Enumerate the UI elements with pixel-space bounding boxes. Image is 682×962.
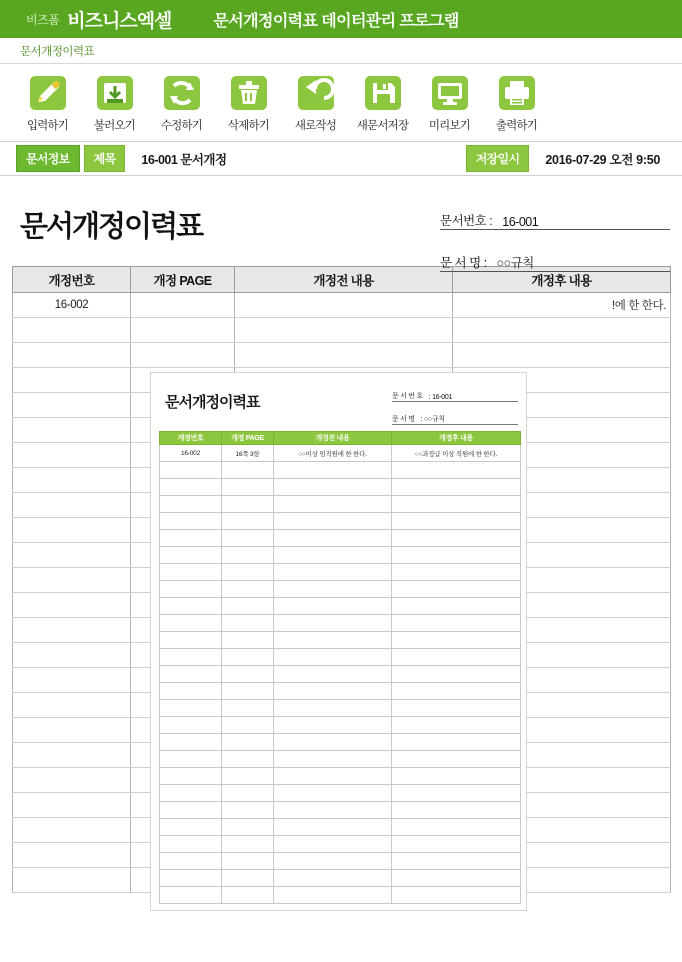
- cell-no: [160, 666, 222, 683]
- preview-fields: [392, 383, 518, 431]
- table-row[interactable]: [160, 751, 521, 768]
- cell-after: [392, 462, 521, 479]
- cell-no: [160, 496, 222, 513]
- undo-icon: [293, 72, 339, 114]
- table-row[interactable]: [160, 666, 521, 683]
- preview-button[interactable]: [416, 72, 483, 133]
- cell-after: [392, 836, 521, 853]
- edit-button-label: 수정하기: [160, 120, 203, 132]
- cell-page: [222, 581, 274, 598]
- table-row[interactable]: [160, 445, 521, 462]
- cell-page: [222, 734, 274, 751]
- cell-no: 16-002: [160, 445, 222, 462]
- table-row[interactable]: [160, 836, 521, 853]
- cell-page: [222, 836, 274, 853]
- cell-before: [274, 717, 392, 734]
- doc-number-field[interactable]: [440, 204, 670, 230]
- cell-no: [13, 318, 131, 343]
- doc-number-value: 16-001: [502, 215, 539, 229]
- cell-before: [274, 785, 392, 802]
- cell-after: [392, 751, 521, 768]
- cell-page: [222, 649, 274, 666]
- preview-header: [159, 383, 518, 431]
- trash-icon: [226, 72, 272, 114]
- preview-revision-table-body: [160, 445, 521, 904]
- cell-after: [392, 615, 521, 632]
- cell-before: [274, 819, 392, 836]
- cell-before: [274, 496, 392, 513]
- cell-after: [392, 853, 521, 870]
- cell-after: [392, 598, 521, 615]
- table-row[interactable]: [160, 768, 521, 785]
- cell-no: [13, 768, 131, 793]
- cell-page: [222, 547, 274, 564]
- info-bar: [0, 142, 682, 176]
- save-as-button-label: 새문서저장: [356, 120, 409, 132]
- preview-doc-name-value: : ○○규칙: [420, 416, 445, 423]
- delete-button[interactable]: [215, 72, 282, 133]
- table-row[interactable]: [160, 632, 521, 649]
- cell-no: [160, 853, 222, 870]
- title-bar: [0, 0, 682, 38]
- cell-after: !에 한 한다.: [453, 293, 671, 318]
- cell-page: [222, 479, 274, 496]
- cell-before: [274, 598, 392, 615]
- preview-doc-number-value: : 16-001: [428, 394, 453, 401]
- cell-no: [160, 479, 222, 496]
- edit-button[interactable]: [148, 72, 215, 133]
- cell-no: [13, 668, 131, 693]
- cell-no: [160, 632, 222, 649]
- doc-name-value: ○○규칙: [496, 256, 534, 270]
- cell-after: [392, 785, 521, 802]
- cell-no: [160, 785, 222, 802]
- title-tag[interactable]: 제목: [84, 145, 126, 172]
- table-row[interactable]: [160, 598, 521, 615]
- cell-no: [13, 493, 131, 518]
- cell-no: [160, 768, 222, 785]
- cell-before: [274, 870, 392, 887]
- preview-column-header-page: 개정 PAGE: [222, 432, 274, 445]
- cell-page: [222, 887, 274, 904]
- download-icon: [92, 72, 138, 114]
- table-row[interactable]: [160, 819, 521, 836]
- cell-no: [160, 615, 222, 632]
- cell-no: [160, 530, 222, 547]
- cell-no: [160, 836, 222, 853]
- cell-after: [392, 683, 521, 700]
- table-row[interactable]: [160, 887, 521, 904]
- table-row[interactable]: [160, 513, 521, 530]
- cell-page: [222, 802, 274, 819]
- cell-no: [160, 700, 222, 717]
- brand-small-label: 비즈폼: [26, 12, 60, 27]
- table-row[interactable]: [160, 683, 521, 700]
- cell-after: [392, 734, 521, 751]
- cell-before: [274, 802, 392, 819]
- cell-no: [160, 547, 222, 564]
- cell-page: [131, 293, 235, 318]
- cell-after: [392, 700, 521, 717]
- cell-page: [222, 717, 274, 734]
- input-button-label: 입력하기: [26, 120, 69, 132]
- cell-page: [222, 632, 274, 649]
- cell-no: [13, 618, 131, 643]
- cell-before: [274, 836, 392, 853]
- column-header-no: 개정번호: [13, 267, 131, 293]
- cell-no: [160, 734, 222, 751]
- pencil-icon: [25, 72, 71, 114]
- new-button-label: 새로작성: [294, 120, 337, 132]
- cell-page: [222, 870, 274, 887]
- cell-no: [13, 543, 131, 568]
- cell-after: [392, 581, 521, 598]
- doc-name-field[interactable]: [440, 246, 670, 272]
- cell-after: [392, 632, 521, 649]
- cell-before: [274, 632, 392, 649]
- cell-page: [222, 615, 274, 632]
- cell-after: [453, 318, 671, 343]
- doc-number-label: 문서번호 :: [440, 214, 493, 228]
- cell-page: [222, 513, 274, 530]
- cell-no: [13, 868, 131, 893]
- cell-page: [222, 598, 274, 615]
- cell-before: [274, 513, 392, 530]
- preview-doc-name-field: [392, 408, 518, 425]
- cell-no: [13, 843, 131, 868]
- column-header-before: 개정전 내용: [235, 267, 453, 293]
- cell-no: 16-002: [13, 293, 131, 318]
- cell-before: [274, 547, 392, 564]
- cell-no: [13, 443, 131, 468]
- delete-button-label: 삭제하기: [227, 120, 270, 132]
- cell-page: [222, 853, 274, 870]
- cell-before: [235, 318, 453, 343]
- table-row[interactable]: [13, 343, 671, 368]
- breadcrumb[interactable]: [0, 38, 682, 64]
- document-title: 문서개정이력표: [20, 211, 203, 243]
- document-header: [12, 190, 670, 270]
- cell-no: [13, 393, 131, 418]
- preview-button-label: 미리보기: [428, 120, 471, 132]
- cell-no: [160, 598, 222, 615]
- preview-title: 문서개정이력표: [165, 394, 260, 411]
- table-row[interactable]: [160, 717, 521, 734]
- cell-no: [160, 819, 222, 836]
- table-row[interactable]: [160, 547, 521, 564]
- cell-after: [392, 870, 521, 887]
- table-row[interactable]: [13, 318, 671, 343]
- cell-before: [274, 479, 392, 496]
- table-row[interactable]: [160, 564, 521, 581]
- cell-before: [274, 751, 392, 768]
- cell-before: [274, 666, 392, 683]
- cell-after: [453, 343, 671, 368]
- cell-before: [235, 343, 453, 368]
- table-row[interactable]: [160, 479, 521, 496]
- cell-before: [274, 581, 392, 598]
- cell-no: [13, 818, 131, 843]
- cell-page: [131, 318, 235, 343]
- cell-before: [274, 564, 392, 581]
- cell-after: [392, 496, 521, 513]
- cell-page: 16쪽 3항: [222, 445, 274, 462]
- cell-after: [392, 547, 521, 564]
- cell-before: [235, 293, 453, 318]
- cell-before: [274, 887, 392, 904]
- cell-no: [160, 649, 222, 666]
- preview-doc-number-field: [392, 385, 518, 402]
- print-button-label: 출력하기: [495, 120, 538, 132]
- load-button[interactable]: [81, 72, 148, 133]
- cell-page: [222, 751, 274, 768]
- cell-after: [392, 649, 521, 666]
- column-header-after: 개정후 내용: [453, 267, 671, 293]
- cell-before: [274, 462, 392, 479]
- cell-no: [13, 718, 131, 743]
- doc-info-tag[interactable]: 문서정보: [16, 145, 80, 172]
- table-row[interactable]: [160, 802, 521, 819]
- cell-page: [222, 462, 274, 479]
- cell-after: [392, 479, 521, 496]
- cell-before: [274, 734, 392, 751]
- input-button[interactable]: [14, 72, 81, 133]
- preview-column-header-before: 개정전 내용: [274, 432, 392, 445]
- cell-page: [222, 768, 274, 785]
- cell-page: [131, 343, 235, 368]
- cell-after: [392, 768, 521, 785]
- cell-no: [160, 751, 222, 768]
- cell-page: [222, 700, 274, 717]
- cell-after: [392, 717, 521, 734]
- cell-no: [13, 593, 131, 618]
- cell-no: [160, 513, 222, 530]
- cell-after: [392, 564, 521, 581]
- cell-no: [160, 683, 222, 700]
- table-row[interactable]: [160, 530, 521, 547]
- cell-no: [160, 802, 222, 819]
- table-row[interactable]: [160, 853, 521, 870]
- preview-column-header-no: 개정번호: [160, 432, 222, 445]
- cell-no: [160, 564, 222, 581]
- cell-page: [222, 496, 274, 513]
- cell-no: [13, 568, 131, 593]
- cell-no: [13, 693, 131, 718]
- title-value: 16-001 문서개정: [141, 152, 227, 167]
- preview-table-header-row: [160, 432, 521, 445]
- cell-before: [274, 530, 392, 547]
- cell-page: [222, 683, 274, 700]
- printer-icon: [494, 72, 540, 114]
- table-row[interactable]: [160, 615, 521, 632]
- cell-no: [13, 743, 131, 768]
- cell-no: [13, 368, 131, 393]
- print-button[interactable]: [483, 72, 550, 133]
- cell-no: [160, 462, 222, 479]
- cell-page: [222, 785, 274, 802]
- toolbar: [0, 64, 682, 142]
- cell-no: [13, 793, 131, 818]
- table-row[interactable]: [160, 734, 521, 751]
- table-row[interactable]: [160, 496, 521, 513]
- cell-no: [13, 418, 131, 443]
- breadcrumb-label: 문서개정이력표: [20, 45, 95, 58]
- cell-after: [392, 819, 521, 836]
- cell-no: [13, 468, 131, 493]
- cell-no: [160, 717, 222, 734]
- cell-after: [392, 513, 521, 530]
- table-row[interactable]: [160, 700, 521, 717]
- table-row[interactable]: [160, 462, 521, 479]
- cell-before: [274, 649, 392, 666]
- preview-panel[interactable]: [150, 372, 527, 911]
- table-row[interactable]: [13, 293, 671, 318]
- table-row[interactable]: [160, 581, 521, 598]
- load-button-label: 불러오기: [93, 120, 136, 132]
- saved-date-value: 2016-07-29 오전 9:50: [545, 152, 660, 167]
- cell-no: [160, 887, 222, 904]
- table-row[interactable]: [160, 785, 521, 802]
- table-row[interactable]: [160, 649, 521, 666]
- cell-before: [274, 853, 392, 870]
- cell-no: [13, 643, 131, 668]
- cell-before: ○○이상 임직원에 한 한다.: [274, 445, 392, 462]
- brand-name-label: 비즈니스엑셀: [67, 10, 172, 32]
- cell-after: [392, 802, 521, 819]
- cell-before: [274, 700, 392, 717]
- cell-after: [392, 666, 521, 683]
- cell-before: [274, 768, 392, 785]
- table-header-row: [13, 267, 671, 293]
- doc-name-label: 문 서 명 :: [440, 256, 487, 270]
- preview-doc-number-label: 문 서 번 호: [392, 393, 423, 400]
- cell-no: [13, 343, 131, 368]
- cell-no: [13, 518, 131, 543]
- cell-after: [392, 530, 521, 547]
- saved-date-tag: 저장일시: [466, 145, 530, 172]
- cell-page: [222, 666, 274, 683]
- cell-after: ○○과장급 이상 직원에 한 한다.: [392, 445, 521, 462]
- new-button[interactable]: [282, 72, 349, 133]
- table-row[interactable]: [160, 870, 521, 887]
- cell-page: [222, 564, 274, 581]
- preview-revision-table: [159, 431, 521, 904]
- refresh-icon: [159, 72, 205, 114]
- cell-no: [160, 870, 222, 887]
- cell-before: [274, 615, 392, 632]
- column-header-page: 개정 PAGE: [131, 267, 235, 293]
- cell-after: [392, 887, 521, 904]
- page-title: 문서개정이력표 데이터관리 프로그램: [213, 12, 459, 30]
- preview-doc-name-label: 문 서 명: [392, 416, 415, 423]
- save-icon: [360, 72, 406, 114]
- save-as-button[interactable]: [349, 72, 416, 133]
- monitor-icon: [427, 72, 473, 114]
- cell-no: [160, 581, 222, 598]
- preview-column-header-after: 개정후 내용: [392, 432, 521, 445]
- cell-before: [274, 683, 392, 700]
- cell-page: [222, 819, 274, 836]
- cell-page: [222, 530, 274, 547]
